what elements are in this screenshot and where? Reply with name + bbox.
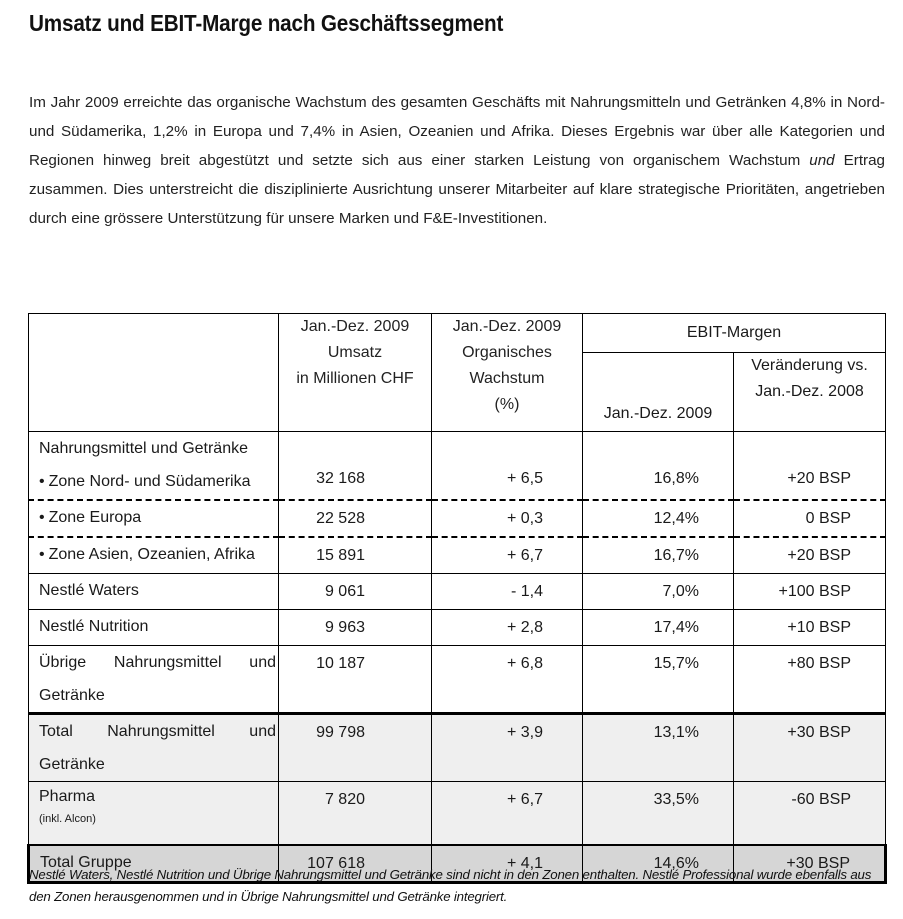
row-label-text: Zone Nord- und Südamerika	[48, 473, 251, 490]
header-wachstum-line3: Wachstum	[469, 370, 545, 387]
header-umsatz	[279, 314, 432, 432]
cell-wachstum: + 6,5	[432, 432, 583, 501]
table-row	[29, 646, 886, 714]
row-label-text: Zone Europa	[48, 509, 142, 526]
cell-veraenderung: +80 BSP	[734, 646, 886, 714]
header-wachstum-line2: Organisches	[462, 344, 552, 361]
cell-marge: 16,7%	[583, 537, 734, 574]
cell-wachstum: - 1,4	[432, 574, 583, 610]
header-ebit-veraenderung	[734, 353, 886, 432]
cell-veraenderung: +10 BSP	[734, 610, 886, 646]
row-label-text: Zone Asien, Ozeanien, Afrika	[48, 546, 255, 563]
table-row	[29, 782, 886, 846]
row-label: Nestlé Waters	[29, 574, 279, 610]
cell-umsatz: 7 820	[279, 782, 432, 846]
header-veraenderung-line2: Jan.-Dez. 2008	[755, 383, 864, 400]
cell-wachstum: + 0,3	[432, 500, 583, 537]
cell-umsatz: 22 528	[279, 500, 432, 537]
header-row	[29, 314, 886, 353]
cell-marge: 15,7%	[583, 646, 734, 714]
header-wachstum	[432, 314, 583, 432]
table-row	[29, 610, 886, 646]
header-veraenderung-line1: Veränderung vs.	[751, 357, 868, 374]
cell-wachstum: + 6,7	[432, 782, 583, 846]
cell-umsatz: 15 891	[279, 537, 432, 574]
row-label	[29, 537, 279, 574]
row-label	[29, 782, 279, 846]
table-row	[29, 432, 886, 501]
footnote: Nestlé Waters, Nestlé Nutrition und Übrige Nahrungsmittel und Getränke sind nicht in den Zonen enthalten. Nestlé Professional wurde ebenfalls aus den Zonen herausgenommen und in Übrige Nahrungsmittel und Getränke integriert.	[29, 867, 872, 904]
header-umsatz-line2: Umsatz	[327, 344, 383, 361]
intro-text-1: Im Jahr 2009 erreichte das organische Wachstum des gesamten Geschäfts mit Nahrungsmitteln und Getränken 4,8% in Nord- und Südamerika, 1,2% in Europa und 7,4% in Asien, Ozeanien und Afrika. Dieses Ergebnis war über alle Kategorien und Regionen hinweg breit abgestützt und setzte sich aus einer starken Leistung von organischem Wachstum	[29, 94, 885, 169]
cell-wachstum: + 4,1	[432, 845, 583, 883]
cell-veraenderung: +20 BSP	[734, 537, 886, 574]
row-label: Nestlé Nutrition	[29, 610, 279, 646]
row-label	[29, 432, 279, 501]
header-ebit-2009-text: Jan.-Dez. 2009	[603, 405, 713, 422]
cell-marge: 7,0%	[583, 574, 734, 610]
cell-veraenderung: +100 BSP	[734, 574, 886, 610]
cell-veraenderung: +20 BSP	[734, 432, 886, 501]
bullet-icon: •	[39, 546, 45, 563]
cell-umsatz: 10 187	[279, 646, 432, 714]
row-label: Übrige Nahrungsmittel und Getränke	[29, 646, 279, 714]
cell-veraenderung: +30 BSP	[734, 845, 886, 883]
cell-marge: 16,8%	[583, 432, 734, 501]
table-row	[29, 537, 886, 574]
header-empty-cell	[29, 314, 279, 432]
segment-table	[27, 313, 887, 884]
table-row	[29, 574, 886, 610]
cell-marge: 14,6%	[583, 845, 734, 883]
cell-veraenderung: +30 BSP	[734, 714, 886, 782]
cell-umsatz: 99 798	[279, 714, 432, 782]
cell-wachstum: + 6,7	[432, 537, 583, 574]
header-umsatz-line3: in Millionen CHF	[296, 370, 414, 387]
intro-emphasis: und	[809, 152, 835, 169]
row-label: Total Gruppe	[29, 845, 279, 883]
row-label-text: Pharma	[39, 788, 96, 805]
bullet-icon: •	[39, 509, 45, 526]
cell-umsatz: 9 061	[279, 574, 432, 610]
cell-wachstum: + 6,8	[432, 646, 583, 714]
table-row	[29, 500, 886, 537]
cell-umsatz: 107 618	[279, 845, 432, 883]
cell-umsatz: 9 963	[279, 610, 432, 646]
intro-paragraph	[29, 88, 885, 233]
cell-veraenderung: -60 BSP	[734, 782, 886, 846]
cell-marge: 17,4%	[583, 610, 734, 646]
bullet-icon: •	[39, 473, 45, 490]
table-row-subtotal	[29, 714, 886, 782]
cell-veraenderung: 0 BSP	[734, 500, 886, 537]
page-title: Umsatz und EBIT-Marge nach Geschäftssegment	[29, 10, 504, 36]
row-sublabel: (inkl. Alcon)	[39, 813, 96, 825]
header-ebit-margen: EBIT-Margen	[583, 314, 886, 353]
intro-text-2: Ertrag zusammen. Dies unterstreicht die disziplinierte Ausrichtung unserer Mitarbeiter auf klare strategische Prioritäten, angetrieben durch eine grössere Unterstützung für unsere Marken und F&E-Investitionen.	[29, 152, 886, 227]
header-umsatz-line1: Jan.-Dez. 2009	[300, 318, 410, 335]
cell-marge: 12,4%	[583, 500, 734, 537]
row-label: Total Nahrungsmittel und Getränke	[29, 714, 279, 782]
header-wachstum-line4: (%)	[494, 396, 520, 413]
cell-wachstum: + 3,9	[432, 714, 583, 782]
group-label: Nahrungsmittel und Getränke	[39, 440, 248, 457]
row-label	[29, 500, 279, 537]
header-wachstum-line1: Jan.-Dez. 2009	[452, 318, 562, 335]
cell-marge: 33,5%	[583, 782, 734, 846]
cell-umsatz: 32 168	[279, 432, 432, 501]
header-ebit-2009	[583, 353, 734, 432]
cell-wachstum: + 2,8	[432, 610, 583, 646]
cell-marge: 13,1%	[583, 714, 734, 782]
